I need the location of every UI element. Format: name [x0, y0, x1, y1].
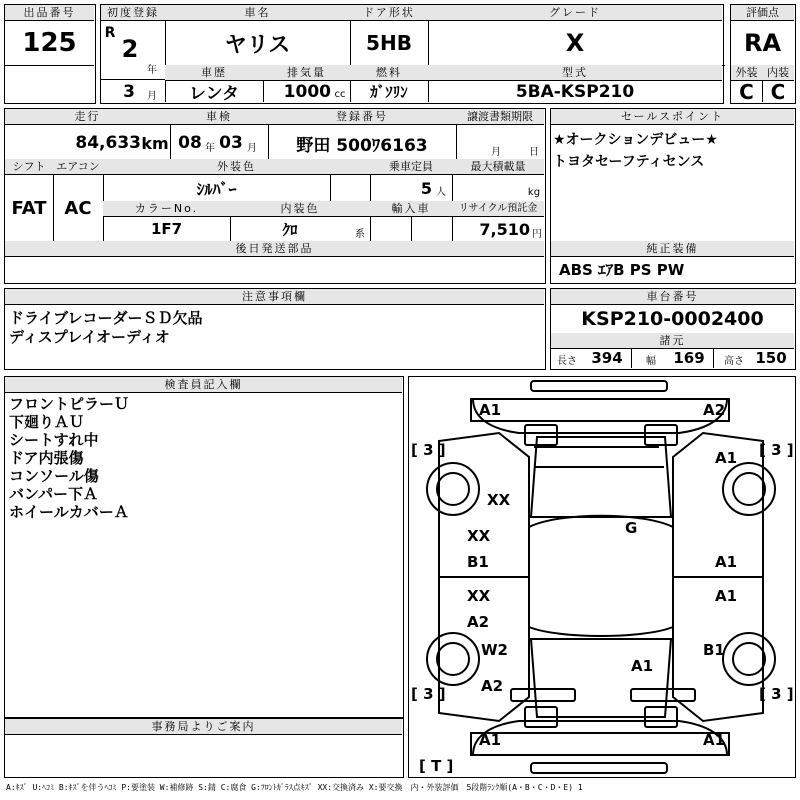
- damage-mark: A1: [631, 657, 654, 675]
- damage-mark: B1: [467, 553, 489, 571]
- damage-mark: XX: [487, 491, 511, 509]
- car-diagram: [408, 376, 796, 778]
- legend: A:ｷｽﾞ U:ﾍｺﾐ B:ｷｽﾞを伴うﾍｺﾐ P:要塗装 W:補修跡 S:錆 C:腐食 G:ﾌﾛﾝﾄｶﾞﾗｽ点ｷｽﾞ XX:交換済み X:要交換 内・外装評価 5段階ﾗﾝｸ順(A・B・C・D・E) 1: [6, 783, 583, 792]
- inspection-year-unit: 年: [205, 142, 215, 154]
- lot-box: [4, 4, 96, 104]
- details-box: [4, 108, 546, 284]
- aircon-label: エアコン: [53, 159, 103, 175]
- grade-value: X: [565, 29, 585, 57]
- inspector-line-3: シートすれ中: [9, 431, 99, 449]
- fuel-label: 燃料: [350, 65, 428, 81]
- damage-mark: A2: [467, 613, 490, 631]
- mileage-label: 走行: [5, 109, 170, 125]
- int-score-label: 内装: [762, 65, 794, 81]
- notes-line-1: ドライブレコーダーＳＤ欠品: [9, 309, 203, 327]
- inspector-label: 検査員記入欄: [5, 377, 402, 393]
- width-value: 169: [673, 349, 705, 367]
- ext-color-value: ｼﾙﾊﾞｰ: [196, 179, 237, 199]
- displacement-label: 排気量: [263, 65, 350, 81]
- shift-label: シフト: [5, 159, 53, 175]
- tire-mark: [ 3 ]: [411, 685, 446, 703]
- grade-label: グレード: [428, 5, 722, 21]
- damage-mark: A2: [481, 677, 504, 695]
- inspector-line-7: ホイールカバーＡ: [9, 503, 129, 521]
- notes-label: 注意事項欄: [5, 289, 544, 305]
- capacity-value: 5: [420, 178, 432, 198]
- damage-mark: XX: [467, 587, 491, 605]
- registration-label: 登録番号: [268, 109, 456, 125]
- office-label: 事務局よりご案内: [5, 719, 402, 735]
- ext-score-value: C: [739, 79, 754, 104]
- first-reg-label: 初度登録: [101, 5, 165, 21]
- score-box: [730, 4, 796, 104]
- first-reg-box: [100, 4, 724, 104]
- first-reg-year: 2: [121, 35, 139, 63]
- int-color-label: 内装色: [230, 201, 370, 217]
- tire-mark: [ 3 ]: [759, 441, 794, 459]
- max-load-label: 最大積載量: [452, 159, 544, 175]
- inspection-month: 03: [219, 133, 243, 153]
- recycle-unit: 円: [532, 228, 542, 240]
- inspector-line-6: バンパー下Ａ: [9, 485, 98, 503]
- equipment-value: ABS ｴｱB PS PW: [559, 261, 685, 279]
- door-value: 5HB: [366, 31, 412, 55]
- transfer-month-unit: 月: [491, 146, 501, 158]
- damage-mark: A1: [715, 553, 738, 571]
- height-value: 150: [755, 349, 787, 367]
- height-label: 高さ: [724, 355, 744, 367]
- inspection-label: 車検: [170, 109, 268, 125]
- length-label: 長さ: [557, 355, 577, 367]
- history-label: 車歴: [165, 65, 263, 81]
- damage-mark: B1: [703, 641, 725, 659]
- damage-mark: G: [625, 519, 638, 537]
- shift-value: FAT: [11, 197, 47, 219]
- sales-point-line-2: トヨタセーフティセンス: [553, 154, 705, 170]
- inspector-line-4: ドア内張傷: [9, 449, 84, 467]
- door-label: ドア形状: [350, 5, 428, 21]
- first-reg-era: R: [104, 25, 116, 41]
- tire-mark: [ 3 ]: [411, 441, 446, 459]
- transfer-day-unit: 日: [529, 146, 539, 158]
- sales-point-line-1: ★オークションデビュー★: [553, 132, 718, 148]
- damage-mark: A1: [479, 731, 502, 749]
- length-value: 394: [591, 349, 623, 367]
- score-label: 評価点: [731, 5, 794, 21]
- damage-mark: W2: [481, 641, 508, 659]
- capacity-unit: 人: [436, 186, 446, 198]
- first-reg-month: 3: [123, 82, 135, 102]
- lot-value: 125: [22, 28, 77, 58]
- color-no-label: カラーNo.: [103, 201, 230, 217]
- chassis-value: KSP210-0002400: [581, 308, 764, 330]
- mileage-unit: km: [141, 133, 169, 153]
- inspector-line-2: 下廻りＡＵ: [9, 413, 85, 431]
- chassis-box: [550, 288, 796, 370]
- model-value: 5BA-KSP210: [515, 81, 635, 102]
- inspection-month-unit: 月: [247, 142, 257, 154]
- recycle-label: リサイクル預託金: [452, 201, 544, 217]
- score-value: RA: [743, 29, 782, 57]
- later-parts-label: 後日発送部品: [5, 241, 544, 257]
- history-value: レンタ: [189, 84, 239, 104]
- inspection-year: 08: [178, 133, 202, 153]
- ext-score-label: 外装: [731, 65, 762, 81]
- color-no-value: 1F7: [150, 220, 183, 238]
- int-color-value: ｸﾛ: [282, 220, 298, 239]
- registration-value: 野田 500ﾜ6163: [296, 135, 428, 156]
- damage-mark: A1: [715, 449, 738, 467]
- model-label: 型式: [428, 65, 722, 81]
- equipment-label: 純正装備: [551, 241, 794, 257]
- specs-label: 諸元: [551, 333, 794, 349]
- displacement-unit: cc: [334, 88, 346, 100]
- notes-line-2: ディスプレイオーディオ: [9, 328, 170, 346]
- recycle-value: 7,510: [479, 219, 530, 239]
- sales-points-label: セールスポイント: [551, 109, 794, 125]
- inspector-line-1: フロントピラーＵ: [9, 395, 130, 413]
- lot-label: 出品番号: [5, 5, 94, 21]
- int-color-unit: 系: [355, 228, 365, 240]
- car-name-value: ヤリス: [224, 32, 291, 58]
- mileage-value: 84,633: [75, 133, 141, 153]
- capacity-label: 乗車定員: [370, 159, 452, 175]
- damage-mark: A1: [715, 587, 738, 605]
- tire-mark: [ 3 ]: [759, 685, 794, 703]
- car-name-label: 車名: [165, 5, 350, 21]
- width-label: 幅: [646, 355, 656, 367]
- sales-box: [550, 108, 796, 284]
- max-load-unit: kg: [527, 186, 541, 198]
- displacement-value: 1000: [283, 81, 331, 102]
- damage-mark: XX: [467, 527, 491, 545]
- damage-mark: A1: [479, 401, 502, 419]
- import-label: 輸入車: [370, 201, 452, 217]
- transfer-label: 譲渡書類期限: [456, 109, 544, 125]
- chassis-label: 車台番号: [551, 289, 794, 305]
- damage-mark: A2: [703, 401, 726, 419]
- ext-color-label: 外装色: [103, 159, 370, 175]
- aircon-value: AC: [64, 197, 92, 219]
- office-box: [4, 718, 404, 778]
- damage-mark: A1: [703, 731, 726, 749]
- notes-box: [4, 288, 546, 370]
- inspector-box: [4, 376, 404, 718]
- int-score-value: C: [770, 79, 786, 104]
- fuel-value: ｶﾞｿﾘﾝ: [370, 83, 408, 101]
- tire-mark: [ T ]: [419, 757, 454, 775]
- car-outline: [409, 377, 794, 776]
- first-reg-month-unit: 月: [147, 90, 157, 102]
- first-reg-year-unit: 年: [147, 64, 157, 76]
- inspector-line-5: コンソール傷: [9, 467, 99, 485]
